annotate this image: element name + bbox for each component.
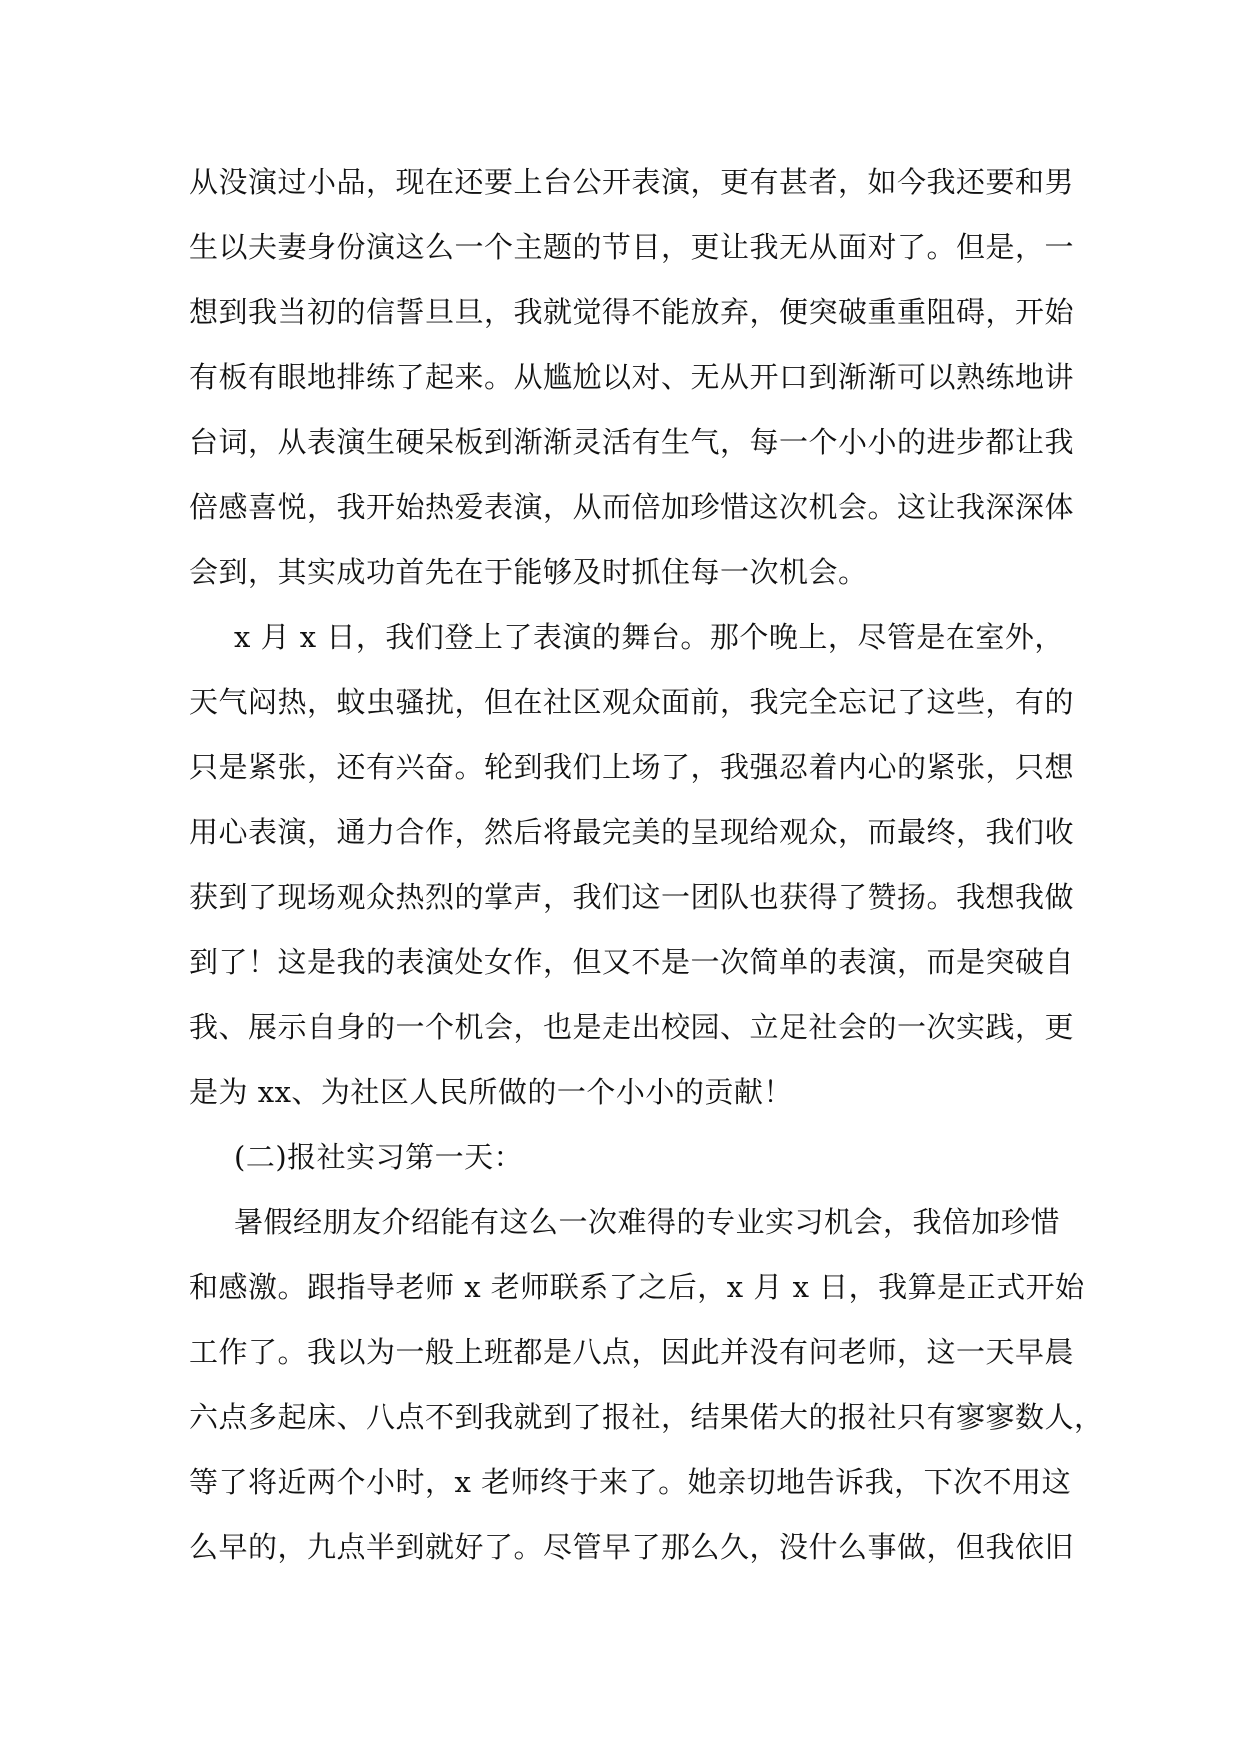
text-line: 是为 xx、为社区人民所做的一个小小的贡献！ [189,1075,793,1109]
text-line: x 月 x 日，我们登上了表演的舞台。那个晚上，尽管是在室外， [234,620,1064,654]
text-line: 会到，其实成功首先在于能够及时抓住每一次机会。 [189,555,868,589]
text-line: 从没演过小品，现在还要上台公开表演，更有甚者，如今我还要和男 [189,165,1075,199]
text-line: 等了将近两个小时，x 老师终于来了。她亲切地告诉我，下次不用这 [189,1465,1072,1499]
text-line: 天气闷热，蚊虫骚扰，但在社区观众面前，我完全忘记了这些，有的 [189,685,1075,719]
text-line: 想到我当初的信誓旦旦，我就觉得不能放弃，便突破重重阻碍，开始 [189,295,1075,329]
section-heading: (二)报社实习第一天： [234,1140,524,1174]
text-line: 生以夫妻身份演这么一个主题的节目，更让我无从面对了。但是，一 [189,230,1075,264]
text-line: 台词，从表演生硬呆板到渐渐灵活有生气，每一个小小的进步都让我 [189,425,1075,459]
text-line: 和感激。跟指导老师 x 老师联系了之后，x 月 x 日，我算是正式开始 [189,1270,1085,1304]
text-line: 到了！这是我的表演处女作，但又不是一次简单的表演，而是突破自 [189,945,1075,979]
text-line: 有板有眼地排练了起来。从尴尬以对、无从开口到渐渐可以熟练地讲 [189,360,1075,394]
text-line: 只是紧张，还有兴奋。轮到我们上场了，我强忍着内心的紧张，只想 [189,750,1075,784]
text-line: 倍感喜悦，我开始热爱表演，从而倍加珍惜这次机会。这让我深深体 [189,490,1075,524]
text-line: 六点多起床、八点不到我就到了报社，结果偌大的报社只有寥寥数人， [189,1400,1104,1434]
text-line: 我、展示自身的一个机会，也是走出校园、立足社会的一次实践，更 [189,1010,1075,1044]
text-line: 工作了。我以为一般上班都是八点，因此并没有问老师，这一天早晨 [189,1335,1075,1369]
text-line: 用心表演，通力合作，然后将最完美的呈现给观众，而最终，我们收 [189,815,1075,849]
text-line: 暑假经朋友介绍能有这么一次难得的专业实习机会，我倍加珍惜 [234,1205,1061,1239]
document-body [189,150,1104,1580]
text-line: 获到了现场观众热烈的掌声，我们这一团队也获得了赞扬。我想我做 [189,880,1075,914]
text-line: 么早的，九点半到就好了。尽管早了那么久，没什么事做，但我依旧 [189,1530,1075,1564]
